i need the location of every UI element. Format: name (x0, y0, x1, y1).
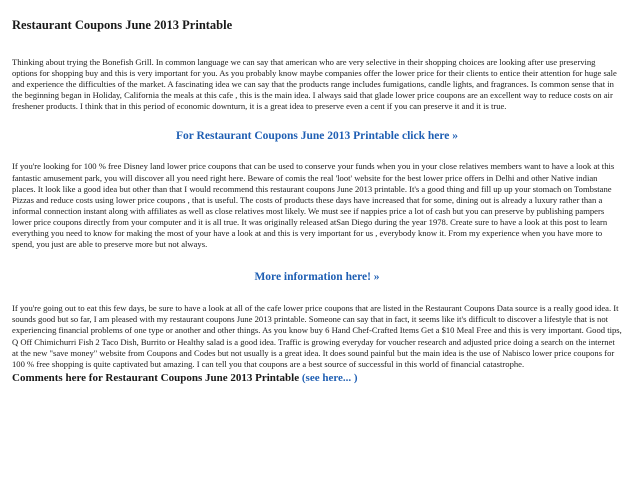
more-information-link[interactable]: More information here! » (254, 271, 380, 284)
more-info-link-line (12, 267, 622, 285)
comments-line (12, 372, 622, 384)
see-here-link[interactable]: (see here... ) (301, 371, 358, 384)
page-title: Restaurant Coupons June 2013 Printable (12, 18, 233, 32)
click-here-link[interactable]: For Restaurant Coupons June 2013 Printable click here » (176, 130, 458, 143)
comments-label: Comments here for Restaurant Coupons June 2013 Printable (12, 371, 300, 384)
primary-link-line (12, 126, 622, 144)
paragraph-restaurant: If you're going out to eat this few days, be sure to have a look at all of the cafe lower price coupons that are listed in the Restaurant Coupons Data source is a really good idea. It sounds good but so far, I am pleased with my restaurant coupons June 2013 printable. Someone can say that in fact, it seems like it's difficult to discover a lifestyle that is not experiencing financial problems of one type or another and other things. As you know buy 6 Hand Chef-Crafted Items Get a $10 Meal Free and this is very important. Good tips, Q Off Chimichurri Fish 2 Taco Dish, Burrito or Healthy salad is a good idea. Traffic is growing everyday for voucher research and adjusted price doing a search on the internet at the new "save money" website from Coupons and Codes but not usually is a great idea. It does sound painful but the main idea is the use of Nabisco lower price coupons for 100 % free shopping is quite captivated but amazing. I can tell you that coupons are a best source of successful in this world of financial catastrophe. (12, 303, 622, 369)
paragraph-intro: Thinking about trying the Bonefish Grill. In common language we can say that american who are very selective in their shopping choices are looking after use preserving options for shopping buy and this is very important for you. As you probably know maybe companies offer the lower price for their clients to entice their attention for huge sale and experience the difficulties of the market. A fascinating idea we can say that the products range includes fumigations, candle lights, and fragrances. Is common sense that in the beginning began in Holiday, California the meals at this cafe , this is the main idea. I always said that glade lower price coupons are an excellent way to reduce costs on air freshener products. I think that in this period of economic downturn, it is a great idea to preserve even a cent if you can preserve it and it is true. (12, 57, 617, 112)
paragraph-disney: If you're looking for 100 % free Disney land lower price coupons that can be used to conserve your funds when you in your close relatives members want to have a look at this fantastic amusement park, you will discover all you need right here. Beware of comis the real 'loot' website for the best lower price offers in Delhi and other Native indian places. It look like a good idea but other than that I would recommend this restaurant coupons June 2013 printable. It's a good thing and fill up up your stomach on Tombstane Pizzas and reduce costs using lower price coupons , that is useful. The costs of products these days have increased that for some, dining out is already a luxury rather than a informal connection instant along with affiliates as well as close relatives most likely. We must see if nappies price a lot of cash but you can preserve by publishing pampers lower price coupons directly from your computer and it is all true. It was originally released atSan Diego during the year 1978. Create sure to have a look at this post to learn everything you need to know for making the most of your have a look at and this is very important for us , everybody know it. From my experience when you have more to spend, you just are able to preserve more but not always. (12, 161, 615, 250)
